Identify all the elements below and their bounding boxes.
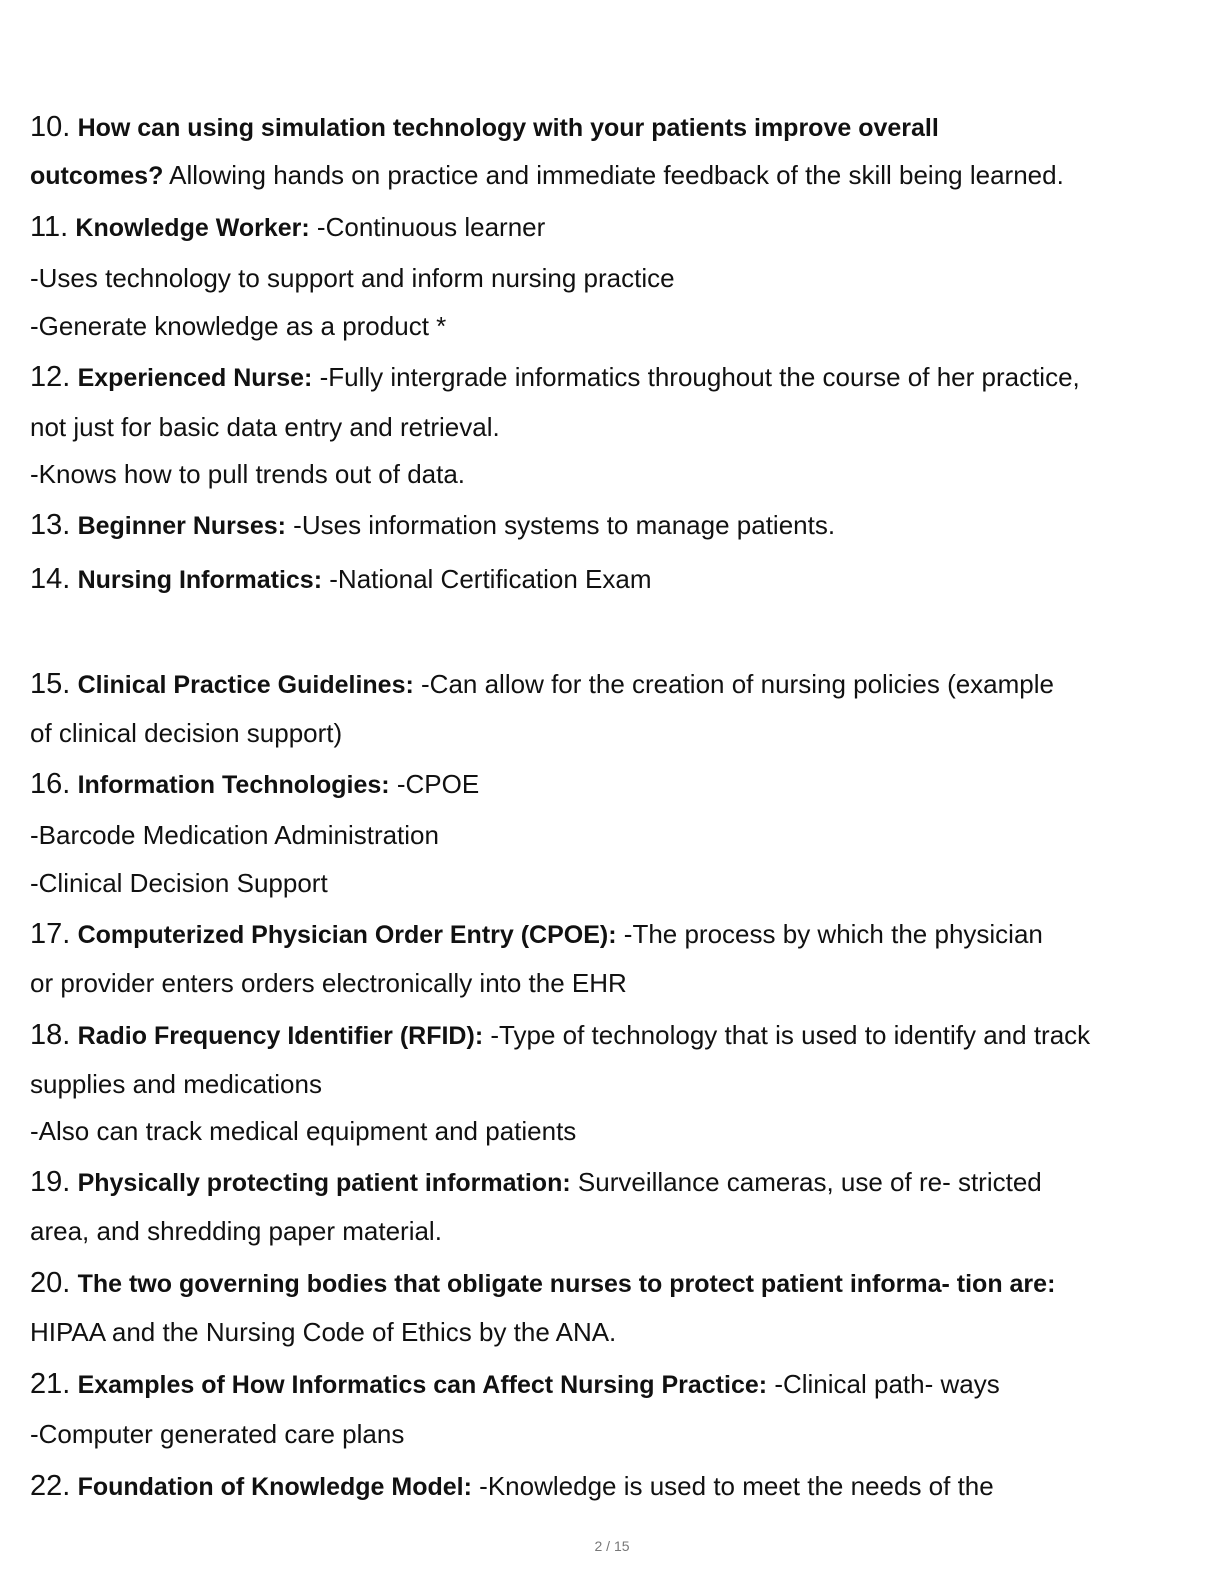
item-text: -Can allow for the creation of nursing policies (example	[413, 669, 1054, 699]
item-17-line-1	[30, 917, 1200, 952]
item-18-line-1	[30, 1018, 1200, 1053]
item-text: -Clinical path- ways	[767, 1369, 1000, 1399]
item-18-line-3: -Also can track medical equipment and patients	[30, 1116, 577, 1146]
item-number: 19.	[30, 1166, 71, 1198]
item-number: 22.	[30, 1470, 71, 1502]
item-number: 21.	[30, 1368, 71, 1400]
item-19-line-1	[30, 1165, 1200, 1200]
item-16-line-1	[30, 767, 1200, 802]
item-text: -Continuous learner	[309, 212, 546, 242]
item-text: -CPOE	[389, 769, 480, 799]
item-16-line-3: -Clinical Decision Support	[30, 868, 328, 898]
item-term: Foundation of Knowledge Model:	[77, 1473, 472, 1501]
item-20-line-1	[30, 1266, 1200, 1301]
item-11-line-2: -Uses technology to support and inform nursing practice	[30, 263, 675, 293]
item-text: Allowing hands on practice and immediate feedback of the skill being learned.	[163, 160, 1064, 190]
item-term: How can using simulation technology with your patients improve overall	[77, 114, 939, 142]
item-12-line-3: -Knows how to pull trends out of data.	[30, 459, 466, 489]
item-term: Physically protecting patient information:	[77, 1169, 571, 1197]
item-text: -The process by which the physician	[616, 919, 1043, 949]
item-16-line-2: -Barcode Medication Administration	[30, 820, 439, 850]
item-11-line-1	[30, 210, 1200, 245]
item-15-line-2: of clinical decision support)	[30, 718, 343, 748]
page-number: 2 / 15	[594, 1538, 630, 1554]
item-text: Surveillance cameras, use of re- stricted	[570, 1167, 1042, 1197]
item-number: 12.	[30, 361, 71, 393]
item-number: 14.	[30, 563, 71, 595]
item-term: Information Technologies:	[77, 771, 390, 799]
item-number: 16.	[30, 768, 71, 800]
item-19-line-2: area, and shredding paper material.	[30, 1216, 442, 1246]
item-term: Computerized Physician Order Entry (CPOE):	[77, 921, 617, 949]
item-text: -Knowledge is used to meet the needs of the	[471, 1471, 994, 1501]
item-term: Radio Frequency Identifier (RFID):	[77, 1022, 484, 1050]
item-text: -Uses information systems to manage patients.	[285, 510, 836, 540]
item-10-line-2	[30, 158, 1200, 193]
item-13-line-1	[30, 508, 1200, 543]
item-text: -Type of technology that is used to identify and track	[483, 1020, 1091, 1050]
item-term: Examples of How Informatics can Affect Nursing Practice:	[77, 1371, 768, 1399]
item-number: 15.	[30, 668, 71, 700]
item-term: Nursing Informatics:	[77, 566, 323, 594]
item-text: -Fully intergrade informatics throughout the course of her practice,	[312, 362, 1080, 392]
item-term: Clinical Practice Guidelines:	[77, 671, 414, 699]
item-term-continued: outcomes?	[30, 162, 164, 190]
item-22-line-1	[30, 1469, 1200, 1504]
item-number: 13.	[30, 509, 71, 541]
item-number: 18.	[30, 1019, 71, 1051]
item-10-line-1	[30, 110, 1200, 145]
item-number: 10.	[30, 111, 71, 143]
item-term: The two governing bodies that obligate nurses to protect patient informa- tion are:	[77, 1270, 1056, 1298]
item-number: 20.	[30, 1267, 71, 1299]
item-15-line-1	[30, 667, 1200, 702]
item-21-line-1	[30, 1367, 1200, 1402]
item-term: Beginner Nurses:	[77, 512, 286, 540]
item-18-line-2: supplies and medications	[30, 1069, 322, 1099]
item-14-line-1	[30, 562, 1200, 597]
item-11-line-3: -Generate knowledge as a product *	[30, 311, 447, 341]
item-text: -National Certification Exam	[322, 564, 652, 594]
item-17-line-2: or provider enters orders electronically into the EHR	[30, 968, 627, 998]
item-term: Knowledge Worker:	[75, 214, 310, 242]
item-12-line-1	[30, 360, 1200, 395]
item-21-line-2: -Computer generated care plans	[30, 1419, 405, 1449]
item-number: 11.	[30, 211, 69, 243]
item-20-line-2: HIPAA and the Nursing Code of Ethics by the ANA.	[30, 1317, 617, 1347]
item-number: 17.	[30, 918, 71, 950]
item-term: Experienced Nurse:	[77, 364, 313, 392]
item-12-line-2: not just for basic data entry and retrieval.	[30, 412, 500, 442]
